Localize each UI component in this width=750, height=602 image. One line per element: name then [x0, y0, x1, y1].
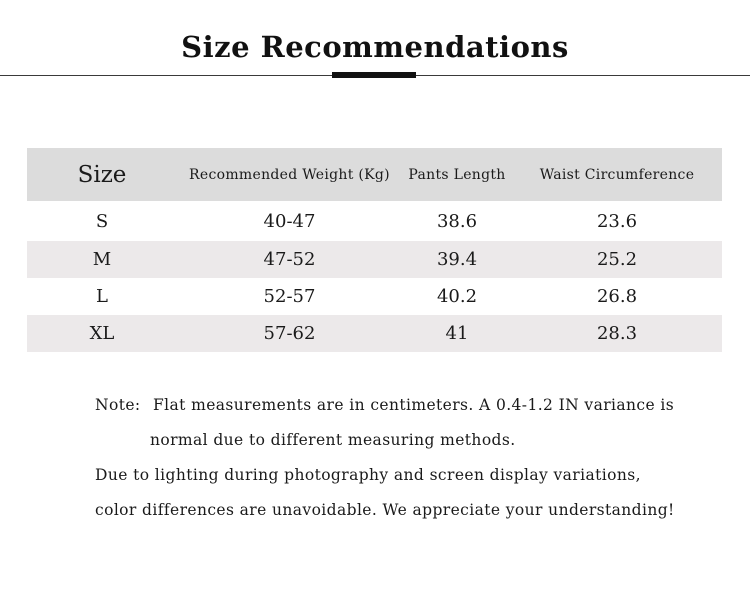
- notes-section: [95, 389, 735, 529]
- cell-pants-length: 38.6: [436, 210, 478, 232]
- note-line-4: color differences are unavoidable. We appreciate your understanding!: [95, 501, 675, 519]
- note-line-3: Due to lighting during photography and screen display variations,: [95, 466, 641, 484]
- note-label: Note:: [95, 396, 141, 414]
- cell-weight: 47-52: [263, 249, 316, 270]
- table-row: [27, 278, 722, 315]
- cell-weight: 40-47: [263, 210, 316, 232]
- cell-size: L: [96, 286, 108, 307]
- size-table: [27, 148, 722, 352]
- cell-waist: 23.6: [596, 210, 638, 232]
- note-line-2: normal due to different measuring methods.: [150, 431, 516, 449]
- cell-weight: 57-62: [263, 323, 316, 344]
- note-line-1: [95, 389, 735, 424]
- table-row: [27, 315, 722, 352]
- column-header-size: Size: [77, 161, 127, 188]
- cell-waist: 28.3: [596, 323, 638, 344]
- cell-pants-length: 41: [445, 323, 469, 344]
- cell-size: XL: [89, 323, 115, 344]
- cell-size: S: [95, 210, 109, 232]
- table-header-row: [27, 148, 722, 201]
- column-header-waist: Waist Circumference: [539, 166, 695, 183]
- cell-pants-length: 39.4: [436, 249, 478, 270]
- cell-pants-length: 40.2: [436, 286, 478, 307]
- cell-weight: 52-57: [263, 286, 316, 307]
- cell-size: M: [92, 249, 112, 270]
- page-title: Size Recommendations: [181, 30, 569, 64]
- cell-waist: 26.8: [596, 286, 638, 307]
- note-text-1: Flat measurements are in centimeters. A 0.4-1.2 IN variance is: [153, 396, 675, 414]
- title-divider-accent: [332, 72, 416, 78]
- cell-waist: 25.2: [596, 249, 638, 270]
- table-row: [27, 201, 722, 241]
- column-header-weight: Recommended Weight (Kg): [189, 166, 390, 183]
- column-header-pants-length: Pants Length: [408, 166, 506, 183]
- table-row: [27, 241, 722, 278]
